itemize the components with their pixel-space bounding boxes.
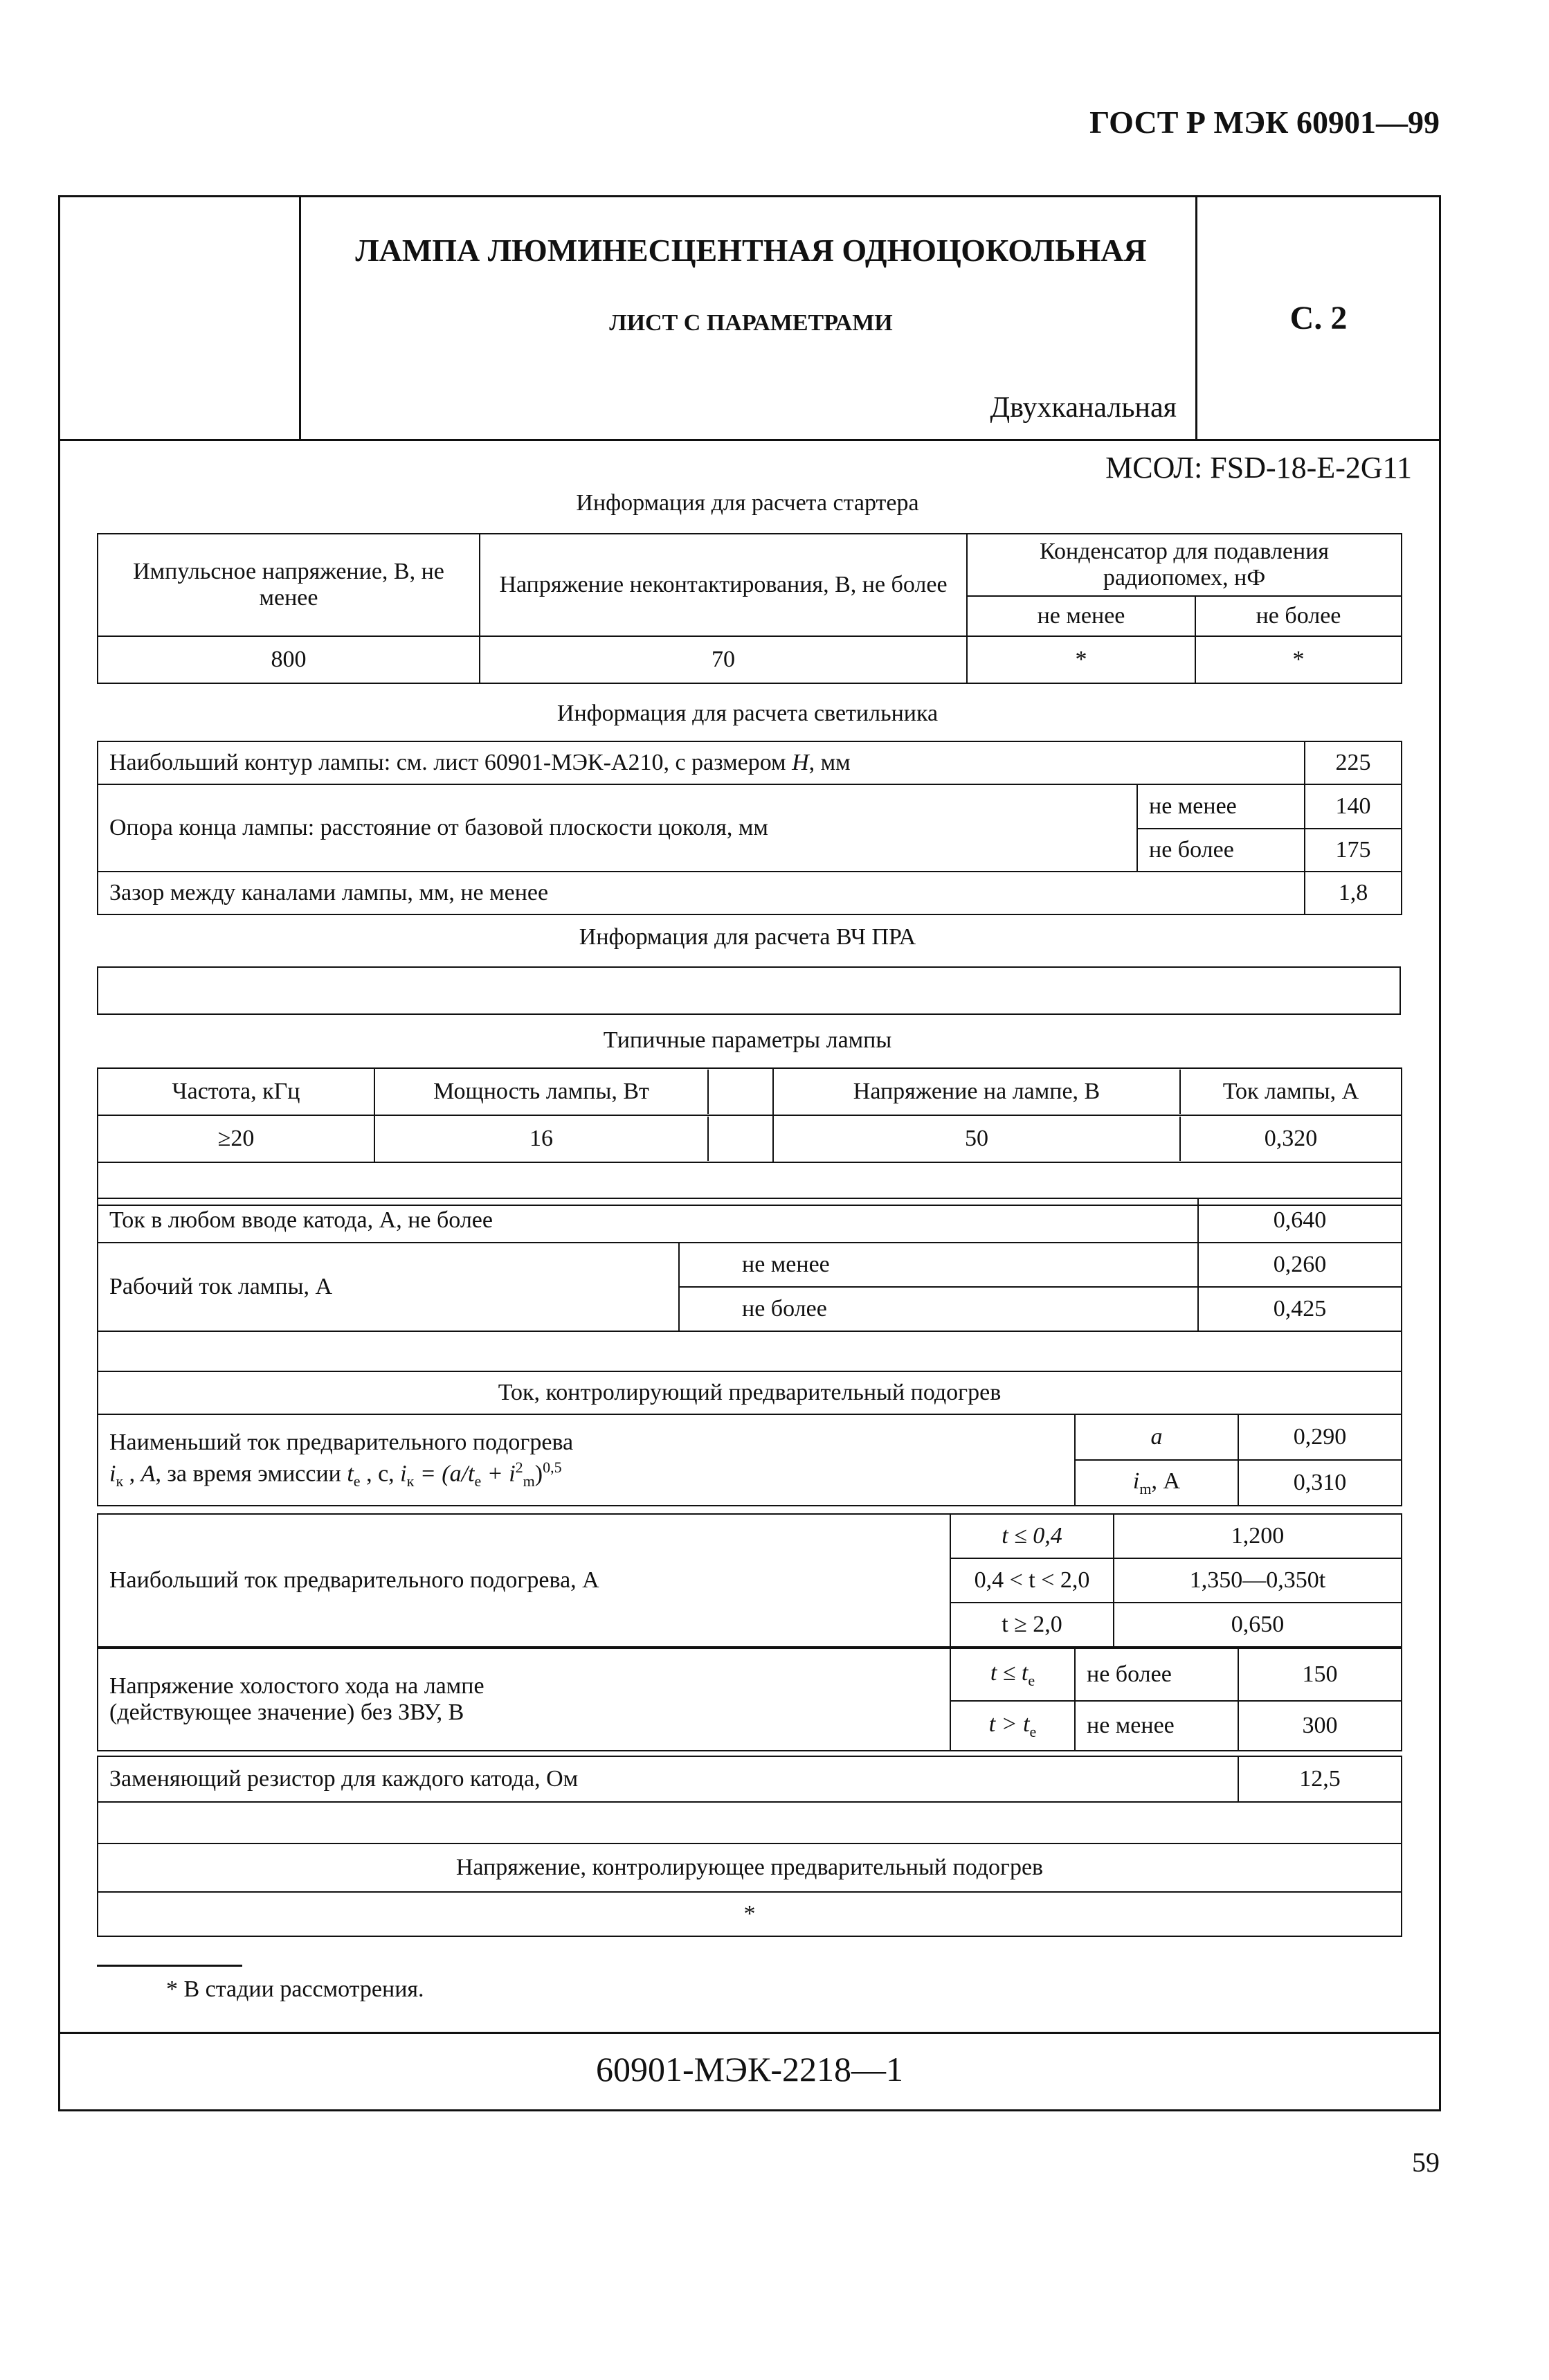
starter-caption: Информация для расчета стартера [576,490,919,516]
sheet-title: ЛАМПА ЛЮМИНЕСЦЕНТНАЯ ОДНОЦОКОЛЬНАЯ [355,233,1147,268]
page-number: 59 [1412,2147,1440,2178]
typical-current-value: 0,320 [1264,1126,1318,1151]
sheet-code: 60901-МЭК-2218—1 [595,2050,904,2089]
ocv-mode-1: не более [1075,1648,1238,1701]
starter-cap-min-value: * [967,636,1195,683]
lamp-end-support-max-label: не более [1137,829,1305,872]
typical-header-current: Ток лампы, А [1222,1079,1359,1104]
voltage-preheat-caption: Напряжение, контролирующее предварительный подогрев [98,1843,1402,1892]
ocv-label-line1: Напряжение холостого хода на лампе [109,1673,484,1699]
footnote: * В стадии рассмотрения. [166,1976,424,2002]
header-divider [58,439,1441,441]
working-current-max-label: не более [679,1287,1198,1331]
lamp-designation: МСОЛ: FSD-18-E-2G11 [1105,451,1412,485]
typical-header-frequency: Частота, кГц [98,1068,374,1115]
max-preheat-value-1: 1,200 [1114,1514,1402,1558]
lamp-end-support-label: Опора конца лампы: расстояние от базовой плоскости цоколя, мм [98,784,1137,872]
ocv-value-1: 150 [1238,1648,1402,1701]
hf-empty-cell [98,967,1400,1014]
sheet-subtitle: ЛИСТ С ПАРАМЕТРАМИ [609,310,893,336]
luminaire-caption: Информация для расчета светильника [556,701,939,726]
typical-caption: Типичные параметры лампы [603,1027,892,1053]
starter-header-capacitor: Конденсатор для подавления радиопомех, нФ [967,534,1402,596]
cathode-current-value: 0,640 [1198,1198,1402,1243]
min-preheat-im-label: $i_m$, А [1075,1460,1238,1506]
working-current-label: Рабочий ток лампы, А [98,1243,679,1331]
lamp-end-support-min-value: 140 [1305,784,1402,829]
starter-header-pulse: Импульсное напряжение, В, не менее [98,534,480,636]
typical-header-power [374,1068,773,1115]
cathode-current-label: Ток в любом вводе катода, А, не более [98,1198,1198,1243]
lamp-variant: Двухканальная [990,392,1177,424]
max-preheat-table [97,1513,1402,1648]
typical-frequency-value: ≥20 [98,1115,374,1162]
hf-caption: Информация для расчета ВЧ ПРА [579,924,916,950]
starter-pulse-value: 800 [98,636,480,683]
typical-header-power-label: Мощность лампы, Вт [375,1070,709,1114]
sheet-page: С. 2 [1289,300,1348,336]
lamp-end-support-max-value: 175 [1305,829,1402,872]
max-preheat-cond-3: t ≥ 2,0 [950,1603,1114,1647]
min-preheat-formula: $i_к$ , A, за время эмиссии $t_e$ , с, $i_к = (a/t_e + i^2_m)^{0,5}$ [109,1458,562,1490]
working-current-min-label: не менее [679,1243,1198,1287]
typical-header-voltage-current [773,1068,1402,1115]
resistor-table [97,1756,1402,1937]
typical-table [97,1067,1402,1206]
voltage-preheat-value: * [98,1892,1402,1936]
current-spacer-row [98,1331,1402,1371]
typical-power-number: 16 [375,1117,709,1161]
min-preheat-label [98,1414,1075,1506]
resistor-spacer-row [98,1802,1402,1843]
footer-divider [58,2032,1441,2034]
ocv-label-line2: (действующее значение) без ЗВУ, В [109,1700,464,1725]
min-preheat-text: Наименьший ток предварительного подогрева [109,1429,574,1455]
header-left-divider [299,195,301,439]
starter-cap-max-value: * [1195,636,1402,683]
ocv-cond-1: $t \le t_e$ [950,1648,1075,1701]
ocv-label [98,1648,950,1751]
min-preheat-im-value: 0,310 [1238,1460,1402,1506]
current-table [97,1198,1402,1415]
starter-header-min: не менее [967,596,1195,636]
max-preheat-cond-2: 0,4 < t < 2,0 [950,1558,1114,1603]
max-preheat-value-3: 0,650 [1114,1603,1402,1647]
ocv-cond-2: $t > t_e$ [950,1701,1075,1751]
max-preheat-cond-1: t ≤ 0,4 [950,1514,1114,1558]
typical-voltage-value: 50 [774,1117,1181,1161]
max-outline-value: 225 [1305,741,1402,784]
max-preheat-label: Наибольший ток предварительного подогрева, А [98,1514,950,1647]
channel-gap-value: 1,8 [1305,872,1402,914]
resistor-label: Заменяющий резистор для каждого катода, Ом [98,1756,1238,1802]
ocv-value-2: 300 [1238,1701,1402,1751]
working-current-min-value: 0,260 [1198,1243,1402,1287]
starter-header-noncontact: Напряжение неконтактирования, В, не более [480,534,967,636]
min-preheat-a-label: a [1075,1414,1238,1460]
ocv-mode-2: не менее [1075,1701,1238,1751]
document-number: ГОСТ Р МЭК 60901—99 [1089,105,1440,140]
preheat-current-caption: Ток, контролирующий предварительный подогрев [98,1371,1402,1414]
starter-noncontact-value: 70 [480,636,967,683]
channel-gap-label: Зазор между каналами лампы, мм, не менее [98,872,1305,914]
min-preheat-a-value: 0,290 [1238,1414,1402,1460]
ocv-table [97,1648,1402,1751]
resistor-value: 12,5 [1238,1756,1402,1802]
starter-table [97,533,1402,684]
typical-voltage-current-values [773,1115,1402,1162]
lamp-end-support-min-label: не менее [1137,784,1305,829]
min-preheat-table [97,1414,1402,1506]
footnote-rule [97,1965,242,1967]
hf-empty-table [97,966,1401,1015]
working-current-max-value: 0,425 [1198,1287,1402,1331]
starter-header-max: не более [1195,596,1402,636]
typical-header-voltage: Напряжение на лампе, В [774,1070,1181,1114]
luminaire-table [97,741,1402,915]
max-outline-label: Наибольший контур лампы: см. лист 60901-МЭК-А210, с размером H, мм [98,741,1305,784]
max-preheat-value-2: 1,350—0,350t [1114,1558,1402,1603]
typical-power-value [374,1115,773,1162]
